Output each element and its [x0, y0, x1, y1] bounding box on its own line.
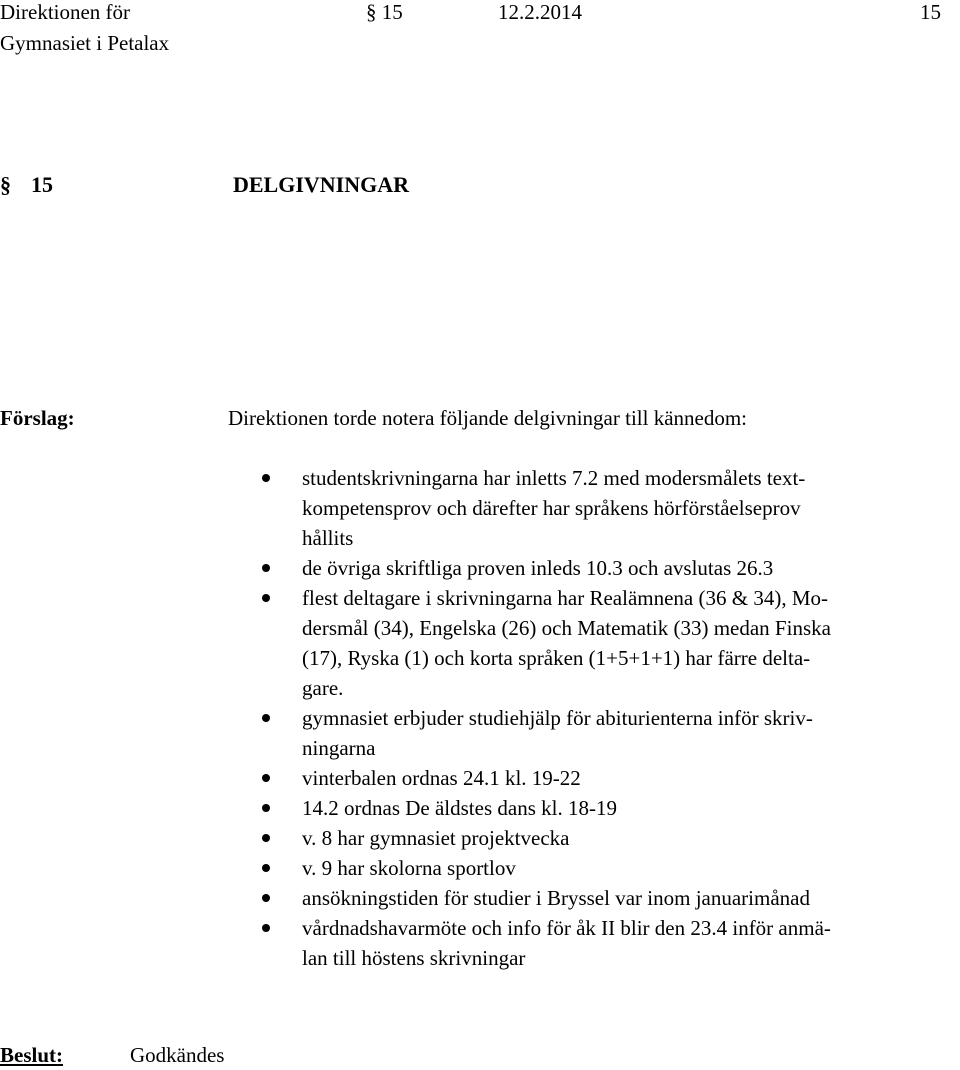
bullet-icon: [262, 474, 270, 482]
notification-list: [262, 463, 960, 973]
bullet-icon: [262, 714, 270, 722]
section-number: 15: [31, 172, 53, 197]
list-item: [262, 793, 960, 823]
list-item-text: vårdnadshavarmöte och info för åk II blir den 23.4 inför anmä- lan till höstens skrivningar: [302, 916, 831, 970]
header-page-number: 15: [920, 0, 941, 24]
decision-label: Beslut:: [0, 1043, 63, 1067]
list-item-text: ansökningstiden för studier i Bryssel var inom januarimånad: [302, 886, 810, 910]
list-item-text: vinterbalen ordnas 24.1 kl. 19-22: [302, 766, 581, 790]
header-organization: Direktionen för Gymnasiet i Petalax: [0, 0, 170, 55]
proposal-label: Förslag:: [0, 406, 75, 430]
section-title: DELGIVNINGAR: [233, 172, 410, 197]
proposal-intro: Direktionen torde notera följande delgivningar till kännedom:: [228, 406, 748, 430]
list-item-text: gymnasiet erbjuder studiehjälp för abiturienterna inför skriv- ningarna: [302, 706, 813, 760]
list-item-text: studentskrivningarna har inletts 7.2 med modersmålets text- kompetensprov och därefter har språkens hörförståelseprov hållits: [302, 466, 806, 550]
section-symbol: §: [0, 172, 11, 197]
header-section-ref: § 15: [366, 0, 403, 24]
list-item: [262, 583, 960, 703]
list-item: [262, 763, 960, 793]
list-item-text: 14.2 ordnas De äldstes dans kl. 18-19: [302, 796, 617, 820]
list-item-text: de övriga skriftliga proven inleds 10.3 och avslutas 26.3: [302, 556, 774, 580]
bullet-icon: [262, 864, 270, 872]
bullet-icon: [262, 774, 270, 782]
list-item: [262, 553, 960, 583]
decision-value: Godkändes: [130, 1043, 225, 1067]
list-item-text: v. 8 har gymnasiet projektvecka: [302, 826, 570, 850]
list-item-text: flest deltagare i skrivningarna har Realämnena (36 & 34), Mo- dersmål (34), Engelska (26) och Matematik (33) medan Finska (17), Ryska (1) och korta språken (1+5+1+1) har färre delta- gare.: [302, 586, 831, 700]
bullet-icon: [262, 804, 270, 812]
bullet-icon: [262, 594, 270, 602]
bullet-icon: [262, 894, 270, 902]
header-date: 12.2.2014: [498, 0, 582, 24]
list-item: [262, 883, 960, 913]
list-item: [262, 703, 960, 763]
list-item-text: v. 9 har skolorna sportlov: [302, 856, 516, 880]
bullet-icon: [262, 564, 270, 572]
bullet-icon: [262, 834, 270, 842]
list-item: [262, 913, 960, 973]
list-item: [262, 823, 960, 853]
list-item: [262, 853, 960, 883]
bullet-icon: [262, 924, 270, 932]
list-item: [262, 463, 960, 553]
